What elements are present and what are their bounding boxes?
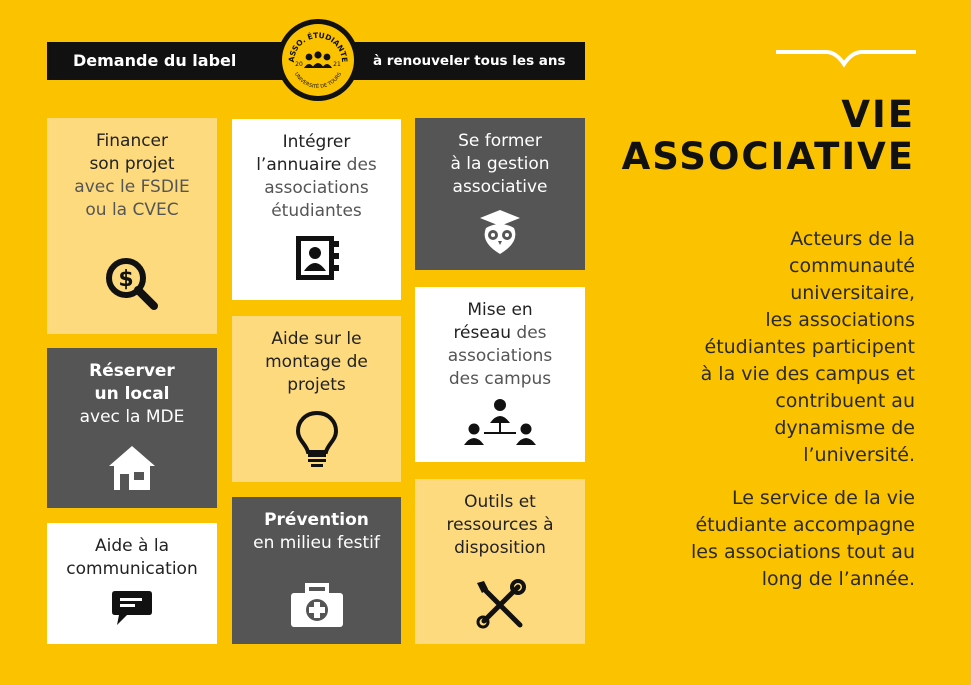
tile-financer-projet[interactable] [47, 118, 217, 334]
tile-line: étudiantes [271, 201, 362, 221]
first-aid-kit-icon [289, 583, 345, 629]
para-line: les associations [765, 309, 915, 331]
chevron-decoration-icon [776, 48, 916, 76]
para-line: universitaire, [790, 282, 915, 304]
tile-line: Réserver [89, 361, 175, 381]
tile-line: avec le FSDIE [74, 177, 190, 197]
tile-line: son projet [89, 154, 175, 174]
svg-text:$: $ [118, 267, 134, 292]
para-line: communauté [789, 255, 915, 277]
tile-integrer-annuaire[interactable] [232, 119, 401, 300]
tile-line: disposition [454, 538, 546, 558]
network-people-icon [462, 397, 538, 447]
tile-line: projets [287, 375, 346, 395]
tile-line: des campus [448, 369, 552, 389]
tile-outils-ressources[interactable] [415, 479, 585, 644]
service-paragraph [595, 485, 915, 593]
tile-line: montage de [265, 352, 368, 372]
money-search-icon [102, 254, 162, 314]
badge-top-text: ASSO. ÉTUDIANTE [286, 30, 350, 63]
tile-line: un local [94, 384, 170, 404]
badge-bottom-text: UNIVERSITÉ DE TOURS [292, 71, 344, 91]
para-line: les associations tout au [691, 541, 915, 563]
title-line: ASSOCIATIVE [621, 135, 915, 178]
badge-year-left: 20 [295, 61, 303, 68]
para-line: Le service de la vie [731, 487, 915, 509]
tile-line: en milieu festif [253, 533, 380, 553]
intro-paragraph [595, 226, 915, 469]
tile-line: Aide à la [95, 536, 169, 556]
tile-line: Intégrer [282, 132, 351, 152]
tile-line: associations [264, 178, 369, 198]
badge-year-right: 21 [333, 61, 341, 68]
tile-line: réseau [453, 323, 512, 343]
graduate-owl-icon [478, 208, 522, 256]
tile-line: ressources à [446, 515, 554, 535]
lightbulb-icon [295, 410, 339, 468]
students-group-icon [304, 51, 332, 68]
tile-line: ou la CVEC [85, 200, 179, 220]
directory-book-icon [292, 233, 342, 283]
tile-prevention[interactable] [232, 497, 401, 644]
title-line: VIE [841, 93, 915, 136]
para-line: étudiante accompagne [695, 514, 915, 536]
tile-line: Aide sur le [271, 329, 362, 349]
tile-line: l’annuaire [256, 155, 342, 175]
tile-line: avec la MDE [79, 407, 185, 427]
banner-right-text: à renouveler tous les ans [373, 53, 566, 69]
svg-text:UNIVERSITÉ DE TOURS [293, 71, 343, 90]
chat-bubble-icon [111, 589, 153, 629]
tools-icon [474, 579, 526, 631]
tile-reserver-local[interactable] [47, 348, 217, 508]
para-line: dynamisme de [774, 417, 915, 439]
tile-line: des [511, 323, 547, 343]
tile-mise-en-reseau[interactable] [415, 287, 585, 462]
para-line: l’université. [803, 444, 915, 466]
para-line: contribuent au [775, 390, 915, 412]
page-title [622, 94, 915, 178]
tile-line: Se former [458, 131, 542, 151]
tile-line: associative [452, 177, 548, 197]
tile-aide-montage[interactable] [232, 316, 401, 482]
tile-se-former[interactable] [415, 118, 585, 270]
tile-line: à la gestion [450, 154, 550, 174]
para-line: long de l’année. [761, 568, 915, 590]
para-line: Acteurs de la [790, 228, 915, 250]
asso-etudiante-badge [277, 19, 359, 101]
tile-aide-communication[interactable] [47, 523, 217, 644]
tile-line: associations [447, 346, 553, 366]
tile-line: Financer [95, 131, 169, 151]
tile-line: communication [66, 559, 198, 579]
banner-left-text: Demande du label [73, 51, 237, 70]
tile-line: Prévention [264, 510, 369, 530]
para-line: à la vie des campus et [700, 363, 915, 385]
tile-line: Mise en [467, 300, 533, 320]
para-line: étudiantes participent [704, 336, 915, 358]
tile-line: Outils et [464, 492, 536, 512]
house-icon [107, 444, 157, 492]
tile-line: des [341, 155, 377, 175]
